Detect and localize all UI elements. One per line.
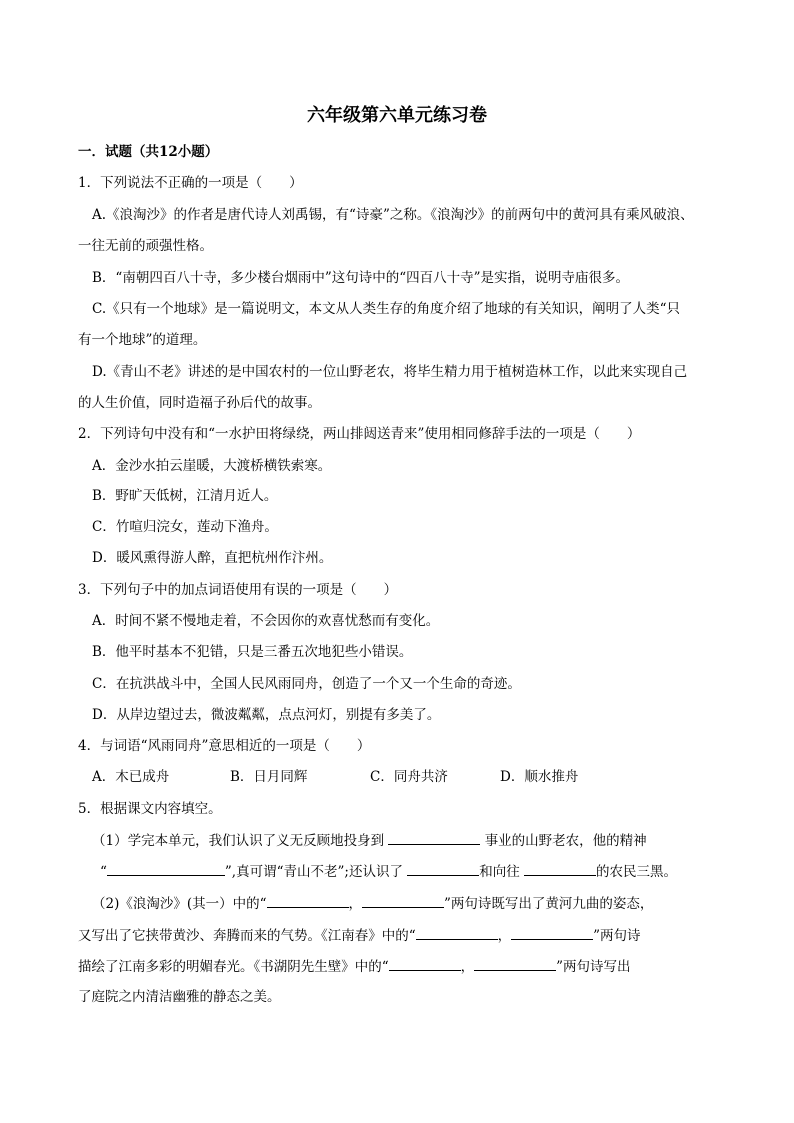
q5-part1-line2 <box>100 861 677 882</box>
q3-option-b: B．他平时基本不犯错，只是三番五次地犯些小错误。 <box>92 644 413 660</box>
q1-option-a-line1: A.《浪淘沙》的作者是唐代诗人刘禹锡，有“诗豪”之称。《浪淘沙》的前两句中的黄河具有乘风破浪、 <box>92 207 694 223</box>
section-heading: 一．试题（共12小题） <box>78 144 219 160</box>
q3-option-c: C．在抗洪战斗中，全国人民风雨同舟，创造了一个又一个生命的奇迹。 <box>92 676 521 692</box>
fill-blank[interactable] <box>416 925 498 940</box>
q2-stem: 2．下列诗句中没有和“一水护田将绿绕，两山排闼送青来”使用相同修辞手法的一项是（ ） <box>78 426 641 442</box>
q5-text: 又写出了它挟带黄沙、奔腾而来的气势。《江南春》中的“ <box>78 928 416 944</box>
q5-text: 描绘了江南多彩的明媚春光。《书湖阴先生壁》中的“ <box>78 959 389 975</box>
q1-option-b: B．“南朝四百八十寺，多少楼台烟雨中”这句诗中的“四百八十寺”是实指，说明寺庙很多。 <box>92 270 630 286</box>
q5-text: ， <box>348 896 363 912</box>
fill-blank[interactable] <box>388 830 480 845</box>
q5-text: ， <box>460 959 475 975</box>
q5-text: （2)《浪淘沙》(其一）中的“ <box>92 896 267 912</box>
fill-blank[interactable] <box>107 861 225 876</box>
q5-text: 的农民三黑。 <box>596 864 678 880</box>
q4-option-d: D．顺水推舟 <box>500 769 579 785</box>
q5-part2-line1 <box>92 893 653 914</box>
q2-option-a: A．金沙水拍云崖暖，大渡桥横铁索寒。 <box>92 458 332 474</box>
q5-text: ”两句诗 <box>593 928 641 944</box>
fill-blank[interactable] <box>407 861 479 876</box>
q1-option-a-line2: 一往无前的顽强性格。 <box>78 238 213 254</box>
q5-text: “ <box>100 864 107 880</box>
q5-stem: 5．根据课文内容填空。 <box>78 801 222 817</box>
q5-text: ， <box>497 928 512 944</box>
q3-option-d: D．从岸边望过去，微波粼粼，点点河灯，别提有多美了。 <box>92 707 441 723</box>
q5-part2-line2 <box>78 925 641 946</box>
q1-option-d-line2: 的人生价值，同时造福子孙后代的故事。 <box>78 395 321 411</box>
q3-stem: 3．下列句子中的加点词语使用有误的一项是（ ） <box>78 582 398 598</box>
q5-text: ”两句诗既写出了黄河九曲的姿态， <box>444 896 654 912</box>
q1-option-d-line1: D.《青山不老》讲述的是中国农村的一位山野老农，将毕生精力用于植树造林工作，以此来实现自己 <box>92 364 688 380</box>
q1-stem: 1．下列说法不正确的一项是（ ） <box>78 175 303 191</box>
fill-blank[interactable] <box>474 956 556 971</box>
q5-part2-line4: 了庭院之内清洁幽雅的静态之美。 <box>78 989 281 1005</box>
q5-text: 事业的山野老农，他的精神 <box>484 833 647 849</box>
q1-option-c-line1: C.《只有一个地球》是一篇说明文，本文从人类生存的角度介绍了地球的有关知识，阐明了人类“只 <box>92 301 681 317</box>
q4-stem: 4．与词语“风雨同舟”意思相近的一项是（ ） <box>78 738 371 754</box>
q2-option-d: D．暖风熏得游人醉，直把杭州作汴州。 <box>92 550 333 566</box>
q5-text: （1）学完本单元，我们认识了义无反顾地投身到 <box>92 833 385 849</box>
q5-part1-line1 <box>92 830 647 851</box>
q3-option-a: A．时间不紧不慢地走着，不会因你的欢喜忧愁而有变化。 <box>92 613 440 629</box>
fill-blank[interactable] <box>389 956 461 971</box>
page-title: 六年级第六单元练习卷 <box>307 105 487 126</box>
fill-blank[interactable] <box>511 925 593 940</box>
q4-option-c: C．同舟共济 <box>370 769 448 785</box>
fill-blank[interactable] <box>267 893 349 908</box>
fill-blank[interactable] <box>524 861 596 876</box>
q5-text: 和向往 <box>479 864 520 880</box>
q4-option-b: B．日月同辉 <box>230 769 308 785</box>
q4-option-a: A．木已成舟 <box>92 769 170 785</box>
q2-option-b: B．野旷天低树，江清月近人。 <box>92 488 278 504</box>
fill-blank[interactable] <box>362 893 444 908</box>
q1-option-c-line2: 有一个地球”的道理。 <box>78 332 207 348</box>
q5-part2-line3 <box>78 956 631 977</box>
q5-text: ”,真可谓“青山不老”;还认识了 <box>224 864 403 880</box>
q2-option-c: C．竹喧归浣女，莲动下渔舟。 <box>92 519 278 535</box>
q5-text: ”两句诗写出 <box>556 959 631 975</box>
